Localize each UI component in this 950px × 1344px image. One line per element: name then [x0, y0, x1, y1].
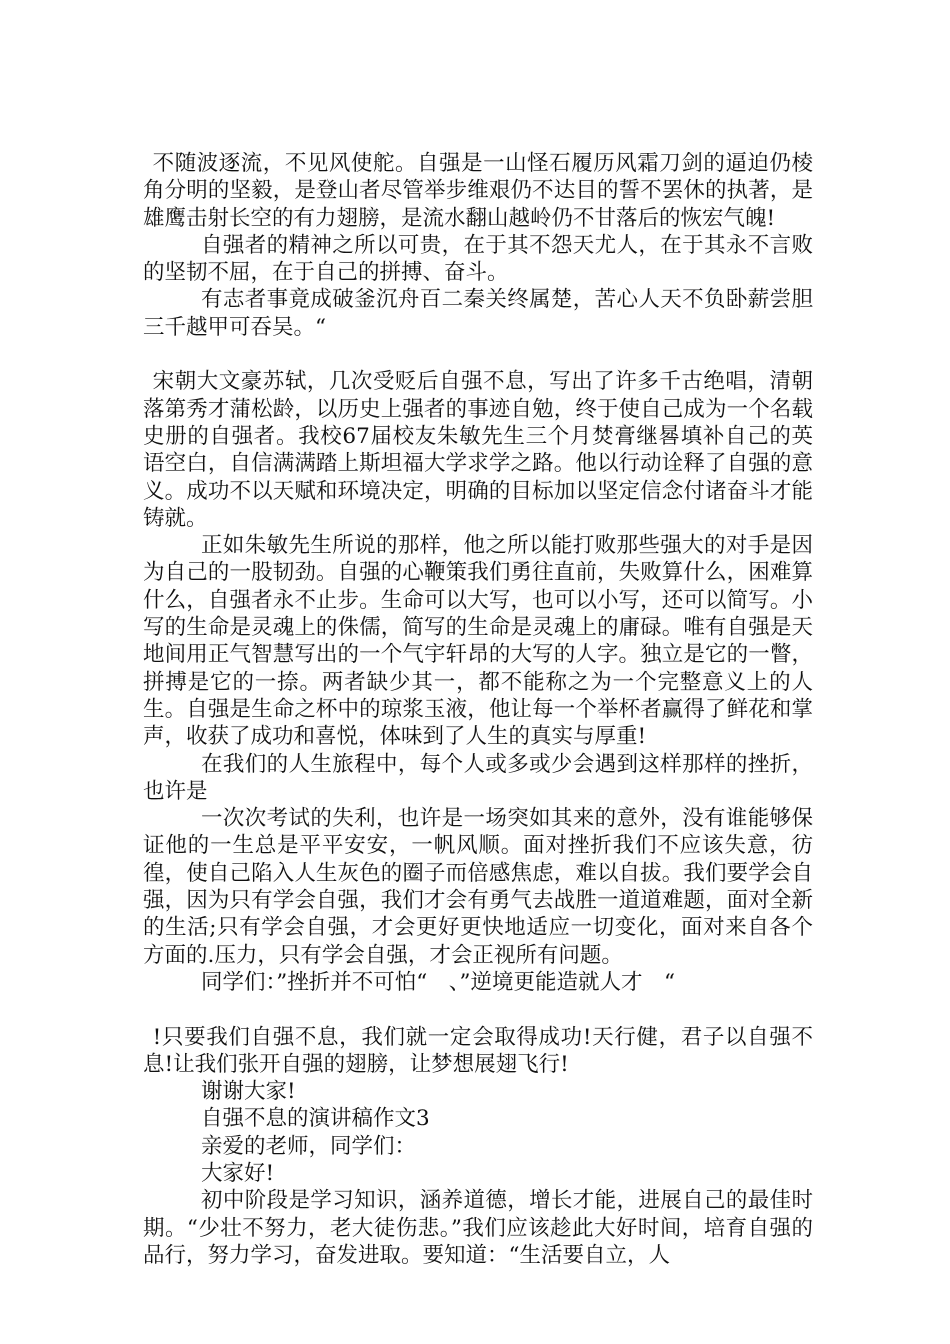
paragraph-self-reliance-imagery: 不随波逐流，不见风使舵。自强是一山怪石履历风霜刀剑的逼迫仍棱角分明的坚毅，是登山者尽管举步维艰仍不达目的誓不罢休的执著，是雄鹰击射长空的有力翅膀，是流水翻山越岭仍不甘落后的恢宏气魄! [143, 151, 813, 231]
paragraph-closing-exhortation: !只要我们自强不息，我们就一定会取得成功!天行健，君子以自强不息!让我们张开自强的翅膀，让梦想展翅飞行! [143, 1024, 813, 1077]
paragraph-salutation: 亲爱的老师，同学们： [201, 1133, 417, 1159]
paragraph-middle-school: 初中阶段是学习知识，涵养道德，增长才能，进展自己的最佳时期。“少壮不努力，老大徒伤悲。”我们应该趁此大好时间，培育自强的品行，努力学习，奋发进取。要知道：“生活要自立，人 [143, 1188, 813, 1268]
document-body [143, 150, 813, 1269]
paragraph-spirit-valuable: 自强者的精神之所以可贵，在于其不怨天尤人，在于其永不言败的坚韧不屈，在于自己的拼搏、奋斗。 [143, 232, 813, 286]
paragraph-gap [143, 341, 813, 368]
paragraph-classmates: 同学们：”挫折并不可怕“ 、”逆境更能造就人才 “ [201, 969, 676, 995]
paragraph-life-journey: 在我们的人生旅程中，每个人或多或少会遇到这样那样的挫折，也许是 [143, 751, 813, 804]
paragraph-couplet: 有志者事竟成破釜沉舟百二秦关终属楚，苦心人天不负卧薪尝胆三千越甲可吞吴。“ [143, 287, 813, 340]
paragraph-historical-examples: 宋朝大文豪苏轼，几次受贬后自强不息，写出了许多千古绝唱，清朝落第秀才蒲松龄，以历史上强者的事迹自勉，终于使自己成为一个名载史册的自强者。我校67届校友朱敏先生三个月焚膏继晷填补自己的英语空白，自信满满踏上斯坦福大学求学之路。他以行动诠释了自强的意义。成功不以天赋和环境决定，明确的目标加以坚定信念付诸奋斗才能铸就。 [143, 369, 813, 531]
paragraph-setbacks: 一次次考试的失利，也许是一场突如其来的意外，没有谁能够保证他的一生总是平平安安，一帆风顺。面对挫折我们不应该失意，彷徨，使自己陷入人生灰色的圈子而倍感焦虑，难以自拔。我们要学会自强，因为只有学会自强，我们才会有勇气去战胜一道道难题，面对全新的生活;只有学会自强，才会更好更快地适应一切变化，面对来自各个方面的.压力，只有学会自强，才会正视所有问题。 [143, 806, 813, 968]
paragraph-thanks: 谢谢大家! [201, 1079, 296, 1105]
paragraph-greeting: 大家好! [201, 1160, 275, 1186]
paragraph-gap [143, 996, 813, 1023]
paragraph-persistence: 正如朱敏先生所说的那样，他之所以能打败那些强大的对手是因为自己的一股韧劲。自强的心鞭策我们勇往直前，失败算什么，困难算什么，自强者永不止步。生命可以大写，也可以小写，还可以简写。小写的生命是灵魂上的侏儒，简写的生命是灵魂上的庸碌。唯有自强是天地间用正气智慧写出的一个气宇轩昂的大写的人字。独立是它的一瞥，拼搏是它的一捺。两者缺少其一，都不能称之为一个完整意义上的人生。自强是生命之杯中的琼浆玉液，他让每一个举杯者赢得了鲜花和掌声，收获了成功和喜悦，体味到了人生的真实与厚重! [143, 533, 813, 750]
section-title: 自强不息的演讲稿作文3 [201, 1106, 430, 1132]
